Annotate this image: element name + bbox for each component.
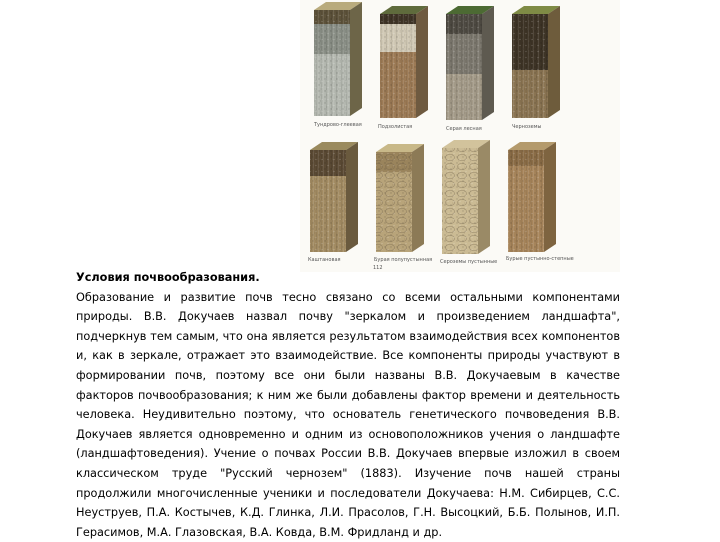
- soil-block-brown-desert-steppe: [508, 142, 556, 252]
- soil-block-brown-semidesert: [376, 144, 424, 252]
- body-paragraph: Образование и развитие почв тесно связано со всеми остальными компонентами природы. В.В. Докучаев назвал почву "зеркалом и произведением ландшафта", подчеркнув тем самым, что она является результатом взаимодействия всех компонентов и, как в зеркале, отражает это взаимодействие. Все компоненты природы участвуют в формировании почв, поэтому все они были названы В.В. Докучаевым в качестве факторов почвообразования; к ним же были добавлены фактор времени и деятельность человека. Неудивительно поэтому, что основатель генетического почвоведения В.В. Докучаев является одновременно и одним из основоположников учения о ландшафте (ландшафтоведения). Учение о почвах России В.В. Докучаев впервые изложил в своем классическом труде "Русский чернозем" (1883). Изучение почв нашей страны продолжили многочисленные ученики и последователи Докучаева: Н.М. Сибирцев, С.С. Неуструев, П.А. Костычев, К.Д. Глинка, Л.И. Прасолов, Г.Н. Высоцкий, Б.Б. Полынов, И.П. Герасимов, М.А. Глазовская, В.А. Ковда, В.М. Фридланд и др.: [76, 290, 620, 539]
- soil-block-chernozem: [512, 6, 560, 118]
- soil-block-chestnut: [310, 142, 358, 252]
- soil-profiles-drawing: [300, 0, 620, 272]
- soil-block-serozem: [442, 140, 490, 254]
- caption-grey-forest: Серая лесная: [446, 126, 482, 132]
- section-heading: Условия почвообразования.: [76, 271, 260, 284]
- page-number: 112: [373, 265, 383, 271]
- caption-tundra-gley: Тундрово-глеевая: [314, 122, 362, 128]
- caption-podzolic: Подзолистая: [378, 124, 413, 130]
- soil-block-podzolic: [380, 6, 428, 118]
- caption-chestnut: Каштановая: [308, 257, 341, 263]
- caption-chernozem: Черноземы: [512, 124, 542, 130]
- caption-brown-desert-steppe: Бурые пустынно-степные: [506, 256, 574, 262]
- soil-block-tundra-gley: [314, 2, 362, 116]
- soil-block-grey-forest: [446, 6, 494, 120]
- caption-brown-semidesert: Бурая полупустынная: [374, 257, 433, 263]
- text-block: [76, 268, 620, 542]
- caption-serozem: Сероземы пустынные: [440, 259, 498, 265]
- soil-profiles-illustration: [300, 0, 620, 272]
